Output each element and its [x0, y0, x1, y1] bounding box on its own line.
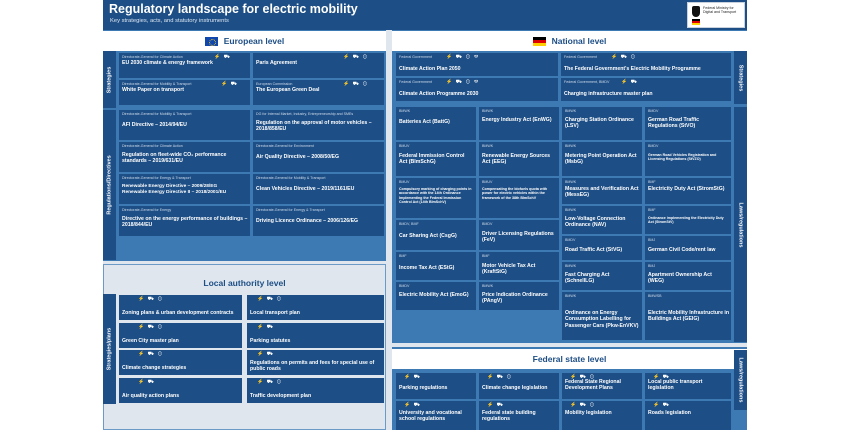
national-law-card[interactable]	[479, 107, 559, 140]
authority-label: BMJ	[648, 264, 656, 268]
federal-state-title: Federal state level	[532, 354, 607, 364]
authority-label: Federal Government	[399, 80, 432, 84]
authority-label: BMDV	[648, 144, 659, 148]
authority-label: Directorate-General for Environment	[256, 144, 314, 148]
state-law-card[interactable]	[562, 401, 642, 430]
federal-state-heading	[392, 349, 747, 369]
transport-mode-icons: ⚡ ⛟ ⚇	[343, 81, 369, 87]
german-flag-icon	[533, 37, 546, 46]
transport-mode-icons: ⚡ ⛟ ⚇	[138, 296, 164, 302]
national-law-card[interactable]	[562, 262, 642, 290]
transport-mode-icons: ⚡ ⛟ ⚇	[611, 54, 637, 60]
card-title: Driver Licensing Regulations (FeV)	[482, 231, 554, 244]
german-flag-icon	[692, 19, 700, 25]
card-title: Apartment Ownership Act (WEG)	[648, 272, 712, 285]
state-laws-tab	[734, 350, 747, 410]
authority-label: Directorate-General for Mobility & Transport	[256, 176, 326, 180]
authority-label: BMDV	[565, 238, 576, 242]
card-title: Paris Agreement	[256, 60, 298, 66]
authority-label: BMUV	[399, 144, 410, 148]
authority-label: BMWK	[565, 180, 577, 184]
national-strategy-card[interactable]	[561, 53, 731, 76]
card-title: Green City master plan	[122, 338, 179, 344]
authority-label: DG for Internal Market, Industry, Entrepreneurship and SMEs	[256, 112, 354, 116]
national-law-card[interactable]	[562, 206, 642, 234]
eu-strategy-card[interactable]	[119, 53, 250, 78]
local-plan-card[interactable]	[119, 378, 242, 403]
card-title: Parking regulations	[399, 385, 448, 391]
national-strategy-card[interactable]	[396, 78, 558, 101]
national-law-card[interactable]	[479, 252, 559, 280]
authority-label: BMWK	[565, 109, 577, 113]
transport-mode-icons: ⚡ ⛟ ⚇ ⚒	[446, 79, 480, 85]
card-title: Regulation on the approval of motor vehicles – 2018/858/EU	[256, 120, 372, 133]
authority-label: Directorate-General for Energy	[122, 208, 172, 212]
national-law-card[interactable]	[479, 178, 559, 218]
card-title: Road Traffic Act (StVG)	[565, 247, 623, 253]
authority-label: BMDV	[648, 109, 659, 113]
eu-regulation-card[interactable]	[119, 174, 250, 204]
eu-regulation-card[interactable]	[253, 110, 384, 140]
national-strategies-tab-label: Strategies	[737, 64, 744, 91]
national-laws-tab-label: Laws/regulations	[737, 202, 744, 247]
page-subtitle: Key strategies, acts, and statutory instruments	[110, 18, 229, 24]
authority-label: BMDV	[399, 284, 410, 288]
card-title: Mobility legislation	[565, 410, 612, 416]
eu-regulation-card[interactable]	[119, 206, 250, 236]
authority-label: BMF	[482, 254, 490, 258]
card-title: Local public transport legislation	[648, 379, 703, 392]
card-title: Regulation on fleet-wide CO₂ performance standards – 2019/631/EU	[122, 152, 227, 165]
transport-mode-icons: ⚡ ⛟ ⚇	[138, 351, 164, 357]
eu-strategy-card[interactable]	[119, 80, 250, 105]
local-plan-card[interactable]	[247, 378, 384, 403]
national-law-card[interactable]	[645, 178, 731, 204]
card-title: Metering Point Operation Act (MsbG)	[565, 153, 637, 166]
header-bar	[103, 0, 747, 30]
card-title: Regulations on permits and fees for special use of public roads	[250, 360, 375, 373]
state-laws-tab-label: Laws/regulations	[737, 357, 744, 403]
national-law-card[interactable]	[562, 236, 642, 260]
regulatory-landscape-poster	[103, 0, 747, 430]
authority-label: Directorate-General for Climate Action	[122, 144, 183, 148]
card-title: Low-Voltage Connection Ordinance (NAV)	[565, 216, 626, 229]
national-law-card[interactable]	[645, 206, 731, 234]
local-plan-card[interactable]	[247, 323, 384, 348]
eu-regulation-card[interactable]	[253, 206, 384, 236]
authority-label: Directorate-General for Climate Action	[122, 55, 183, 59]
state-law-card[interactable]	[396, 373, 476, 399]
transport-mode-icons: ⚡ ⛟	[214, 54, 231, 60]
card-title: Climate Action Plan 2050	[399, 66, 461, 72]
european-level-title: European level	[223, 36, 285, 46]
national-law-card[interactable]	[479, 282, 559, 310]
national-law-card[interactable]	[396, 142, 476, 176]
card-title: Climate change legislation	[482, 385, 548, 391]
card-title: White Paper on transport	[122, 87, 184, 93]
card-title: EU 2030 climate & energy framework	[122, 60, 213, 66]
transport-mode-icons: ⚡ ⛟	[221, 81, 238, 87]
local-plan-card[interactable]	[119, 295, 242, 320]
authority-label: BMWK	[565, 264, 577, 268]
authority-label: European Commission	[256, 82, 293, 86]
eu-regulation-card[interactable]	[119, 142, 250, 172]
card-title: Clean Vehicles Directive – 2019/1161/EU	[256, 186, 355, 192]
card-title: Ordinance on Energy Consumption Labelling for Passenger Cars (Pkw-EnVKV)	[565, 310, 639, 329]
card-title: Driving Licence Ordinance – 2006/126/EG	[256, 218, 359, 224]
state-law-card[interactable]	[645, 373, 731, 399]
national-law-card[interactable]	[645, 236, 731, 260]
transport-mode-icons: ⚡ ⛟ ⚇	[138, 324, 164, 330]
transport-mode-icons: ⚡ ⛟ ⚇	[570, 374, 596, 380]
card-title: Parking statutes	[250, 338, 291, 344]
state-law-card[interactable]	[479, 401, 559, 430]
local-authority-heading	[103, 273, 386, 293]
card-title: Local transport plan	[250, 310, 300, 316]
card-title: Zoning plans & urban development contracts	[122, 310, 234, 316]
federal-eagle-icon	[692, 6, 700, 17]
national-strategy-card[interactable]	[561, 78, 731, 101]
card-title: Electric Mobility Act (EmoG)	[399, 292, 469, 298]
authority-label: Federal Government	[564, 55, 597, 59]
page-title: Regulatory landscape for electric mobility	[109, 2, 358, 16]
card-title: Electric Mobility Infrastructure in Buildings Act (GEIG)	[648, 310, 729, 323]
authority-label: BMUV	[399, 180, 410, 184]
card-title: Climate Action Programme 2030	[399, 91, 479, 97]
authority-label: BMWK	[482, 144, 494, 148]
national-law-card[interactable]	[396, 252, 476, 280]
authority-label: BMWK	[399, 109, 411, 113]
local-plan-card[interactable]	[247, 350, 384, 375]
authority-label: BMDV, BMF	[399, 222, 419, 226]
national-law-card[interactable]	[562, 178, 642, 204]
card-title: Federal Immission Control Act (BImSchG)	[399, 153, 465, 166]
local-strategies-tab	[103, 294, 116, 404]
card-title: Traffic development plan	[250, 393, 312, 399]
card-title: German Civil Code/rent law	[648, 247, 716, 253]
card-title: Charging infrastructure master plan	[564, 91, 653, 97]
eu-regulations-tab	[103, 110, 116, 260]
authority-label: BMDV	[482, 222, 493, 226]
local-plan-card[interactable]	[119, 350, 242, 375]
authority-label: BMUV	[482, 180, 493, 184]
card-title: Charging Station Ordinance (LSV)	[565, 117, 634, 130]
authority-label: BMWK	[482, 109, 494, 113]
eu-regulation-card[interactable]	[253, 142, 384, 172]
card-title: Price Indication Ordinance (PAngV)	[482, 292, 548, 305]
authority-label: BMWK	[482, 284, 494, 288]
national-law-card[interactable]	[479, 142, 559, 176]
transport-mode-icons: ⚡ ⛟ ⚇	[257, 296, 283, 302]
authority-label: BMWK	[565, 294, 577, 298]
card-title: Federal State Regional Development Plans	[565, 379, 621, 392]
eu-strategy-card[interactable]	[253, 80, 384, 105]
ministry-logo	[687, 2, 745, 28]
european-level-heading	[103, 31, 386, 51]
state-law-card[interactable]	[562, 373, 642, 399]
national-strategies-tab	[734, 51, 747, 104]
authority-label: BMF	[648, 208, 656, 212]
eu-regulation-card[interactable]	[253, 174, 384, 204]
local-strategies-tab-label: Strategies/plans	[106, 327, 113, 371]
transport-mode-icons: ⚡ ⛟	[621, 79, 638, 85]
state-law-card[interactable]	[396, 401, 476, 430]
national-law-card[interactable]	[396, 282, 476, 310]
national-law-card[interactable]	[562, 107, 642, 140]
transport-mode-icons: ⚡ ⛟	[138, 379, 155, 385]
card-title: Directive on the energy performance of buildings – 2018/844/EU	[122, 216, 248, 229]
card-title: University and vocational school regulations	[399, 410, 462, 423]
card-title: Batteries Act (BattG)	[399, 119, 450, 125]
card-title: Climate change strategies	[122, 365, 187, 371]
authority-label: Federal Government, BMDV	[564, 80, 610, 84]
eu-strategy-card[interactable]	[253, 53, 384, 78]
national-strategy-card[interactable]	[396, 53, 558, 76]
card-title: Measures and Verification Act (MessEG)	[565, 186, 639, 199]
card-title: Car Sharing Act (CsgG)	[399, 233, 457, 239]
authority-label: BMF	[399, 254, 407, 258]
transport-mode-icons: ⚡ ⛟	[487, 402, 504, 408]
national-law-card[interactable]	[645, 142, 731, 176]
transport-mode-icons: ⚡ ⛟	[257, 351, 274, 357]
card-title: Income Tax Act (EStG)	[399, 265, 455, 271]
eu-strategies-tab	[103, 51, 116, 108]
state-law-card[interactable]	[479, 373, 559, 399]
card-title: German Road Vehicles Registration and Licensing Regulations (StVZO)	[648, 153, 717, 162]
card-title: Energy Industry Act (EnWG)	[482, 117, 552, 123]
card-title: Compulsory marking of charging points in accordance with the 14th Ordinance Implementing the Federal Immission Control Act (14th BImSchV)	[399, 187, 472, 204]
card-title: Motor Vehicle Tax Act (KraftStG)	[482, 263, 536, 276]
eu-regulations-tab-label: Regulations/Directives	[106, 155, 113, 215]
authority-label: BMWK	[565, 144, 577, 148]
national-level-heading	[392, 31, 747, 51]
card-title: Fast Charging Act (SchnellLG)	[565, 272, 610, 285]
transport-mode-icons: ⚡ ⛟	[653, 374, 670, 380]
national-law-card[interactable]	[645, 107, 731, 140]
card-title: Ordinance implementing the Electricity Duty Act (StromStV)	[648, 216, 724, 225]
national-law-card[interactable]	[562, 142, 642, 176]
transport-mode-icons: ⚡ ⛟ ⚇	[570, 402, 596, 408]
national-law-card[interactable]	[645, 292, 731, 340]
transport-mode-icons: ⚡ ⛟	[404, 374, 421, 380]
authority-label: BMWK	[565, 208, 577, 212]
card-title: German Road Traffic Regulations (StVO)	[648, 117, 700, 130]
authority-label: Federal Government	[399, 55, 432, 59]
eu-strategies-tab-label: Strategies	[106, 66, 113, 93]
national-law-card[interactable]	[396, 107, 476, 140]
national-level-title: National level	[551, 36, 607, 46]
national-law-card[interactable]	[479, 220, 559, 250]
national-law-card[interactable]	[562, 292, 642, 340]
transport-mode-icons: ⚡ ⛟ ⚇	[257, 379, 283, 385]
authority-label: Directorate-General for Energy & Transport	[256, 208, 325, 212]
local-authority-title: Local authority level	[203, 278, 286, 288]
authority-label: BMWSB	[648, 294, 662, 298]
card-title: AFI Directive – 2014/94/EU	[122, 122, 187, 128]
national-laws-tab	[734, 107, 747, 342]
transport-mode-icons: ⚡ ⛟	[257, 324, 274, 330]
card-title: Renewable Energy Sources Act (EEG)	[482, 153, 551, 166]
eu-flag-icon	[205, 37, 218, 46]
authority-label: Directorate-General for Mobility & Transport	[122, 82, 192, 86]
local-plan-card[interactable]	[119, 323, 242, 348]
ministry-logo-text: Federal Ministry for Digital and Transport	[703, 6, 737, 15]
card-title: Air Quality Directive – 2008/50/EG	[256, 154, 340, 160]
transport-mode-icons: ⚡ ⛟ ⚇	[343, 54, 369, 60]
local-plan-card[interactable]	[247, 295, 384, 320]
card-title: The European Green Deal	[256, 87, 320, 93]
national-law-card[interactable]	[396, 178, 476, 218]
transport-mode-icons: ⚡ ⛟ ⚇	[487, 374, 513, 380]
card-title: Air quality action plans	[122, 393, 180, 399]
authority-label: Directorate-General for Energy & Transport	[122, 176, 191, 180]
card-title: Renewable Energy Directive – 2009/28/EG Renewable Energy Directive II – 2018/2001/EU	[122, 184, 227, 195]
transport-mode-icons: ⚡ ⛟ ⚇ ⚒	[446, 54, 480, 60]
card-title: Roads legislation	[648, 410, 691, 416]
national-law-card[interactable]	[396, 220, 476, 250]
authority-label: BMF	[648, 180, 656, 184]
transport-mode-icons: ⚡ ⛟	[653, 402, 670, 408]
card-title: Federal state building regulations	[482, 410, 536, 423]
card-title: The Federal Government's Electric Mobility Programme	[564, 66, 701, 72]
transport-mode-icons: ⚡ ⛟	[404, 402, 421, 408]
eu-regulation-card[interactable]	[119, 110, 250, 140]
card-title: Compensating the biofuels quota with power for electric vehicles within the framework of the 38th BImSchV	[482, 187, 548, 200]
state-law-card[interactable]	[645, 401, 731, 430]
authority-label: BMJ	[648, 238, 656, 242]
card-title: Electricity Duty Act (StromStG)	[648, 186, 725, 192]
national-law-card[interactable]	[645, 262, 731, 290]
authority-label: Directorate-General for Mobility & Transport	[122, 112, 192, 116]
